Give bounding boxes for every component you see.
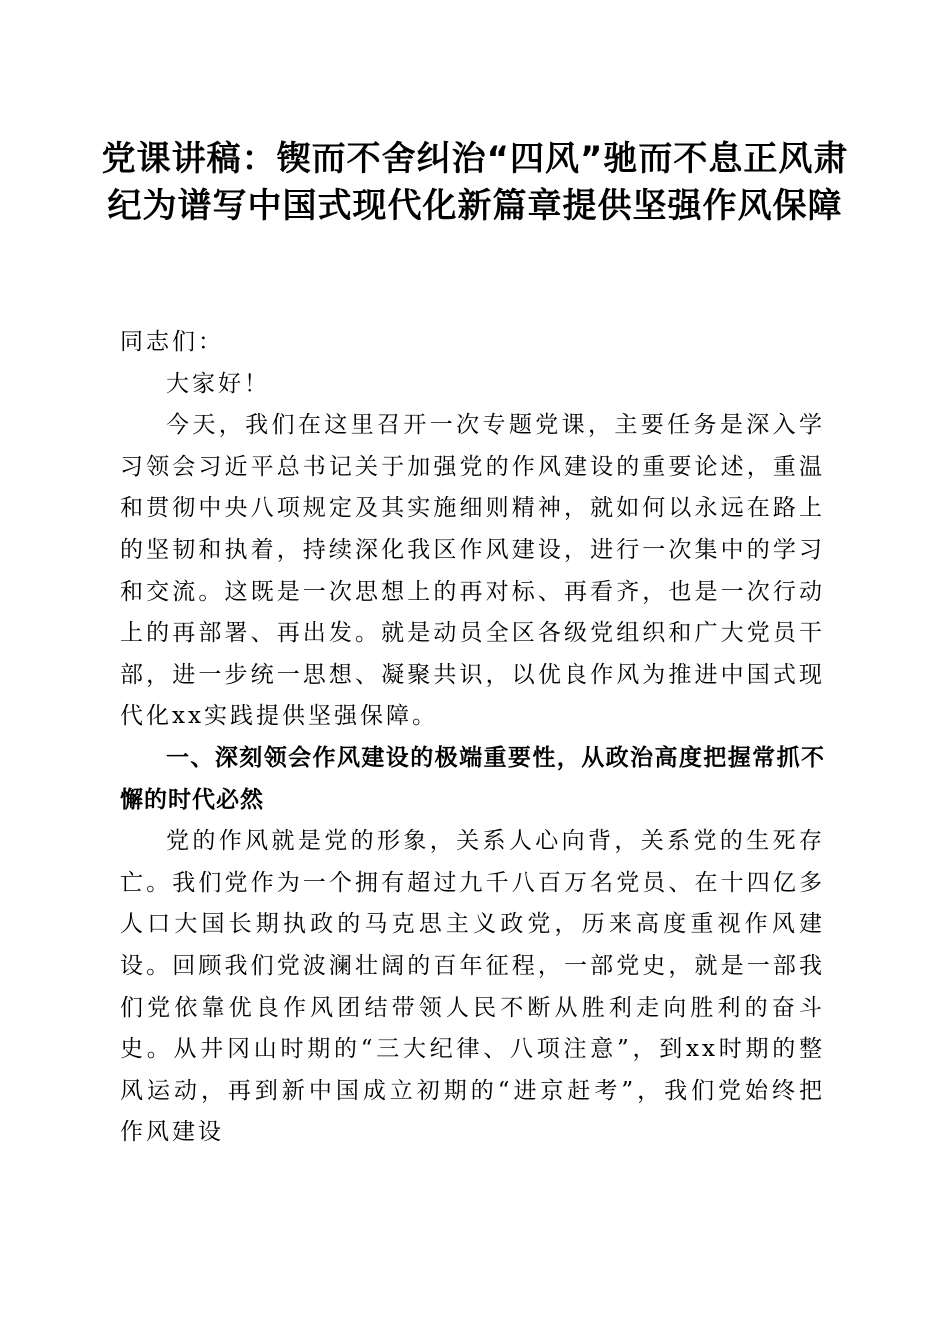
section-paragraph: 党的作风就是党的形象，关系人心向背，关系党的生死存亡。我们党作为一个拥有超过九千八百万名党员、在十四亿多人口大国长期执政的马克思主义政党，历来高度重视作风建设。回顾我们党波澜壮阔的百年征程，一部党史，就是一部我们党依靠优良作风团结带领人民不断从胜利走向胜利的奋斗史。从井冈山时期的“三大纪律、八项注意”，到xx时期的整风运动，再到新中国成立初期的“进京赶考”，我们党始终把作风建设 <box>120 828 825 1146</box>
section-heading: 一、深刻领会作风建设的极端重要性，从政治高度把握常抓不懈的时代必然 <box>120 744 825 813</box>
document-title: 党课讲稿：锲而不舍纠治“四风”驰而不息正风肃纪为谱写中国式现代化新篇章提供坚强作风保障 <box>101 139 849 226</box>
intro-paragraph: 今天，我们在这里召开一次专题党课，主要任务是深入学习领会习近平总书记关于加强党的作风建设的重要论述，重温和贯彻中央八项规定及其实施细则精神，就如何以永远在路上的坚韧和执着，持续深化我区作风建设，进行一次集中的学习和交流。这既是一次思想上的再对标、再看齐，也是一次行动上的再部署、再出发。就是动员全区各级党组织和广大党员干部，进一步统一思想、凝聚共识，以优良作风为推进中国式现代化xx实践提供坚强保障。 <box>120 412 825 730</box>
greeting: 大家好！ <box>166 370 270 397</box>
salutation: 同志们： <box>120 329 224 355</box>
document-body <box>120 322 825 1154</box>
